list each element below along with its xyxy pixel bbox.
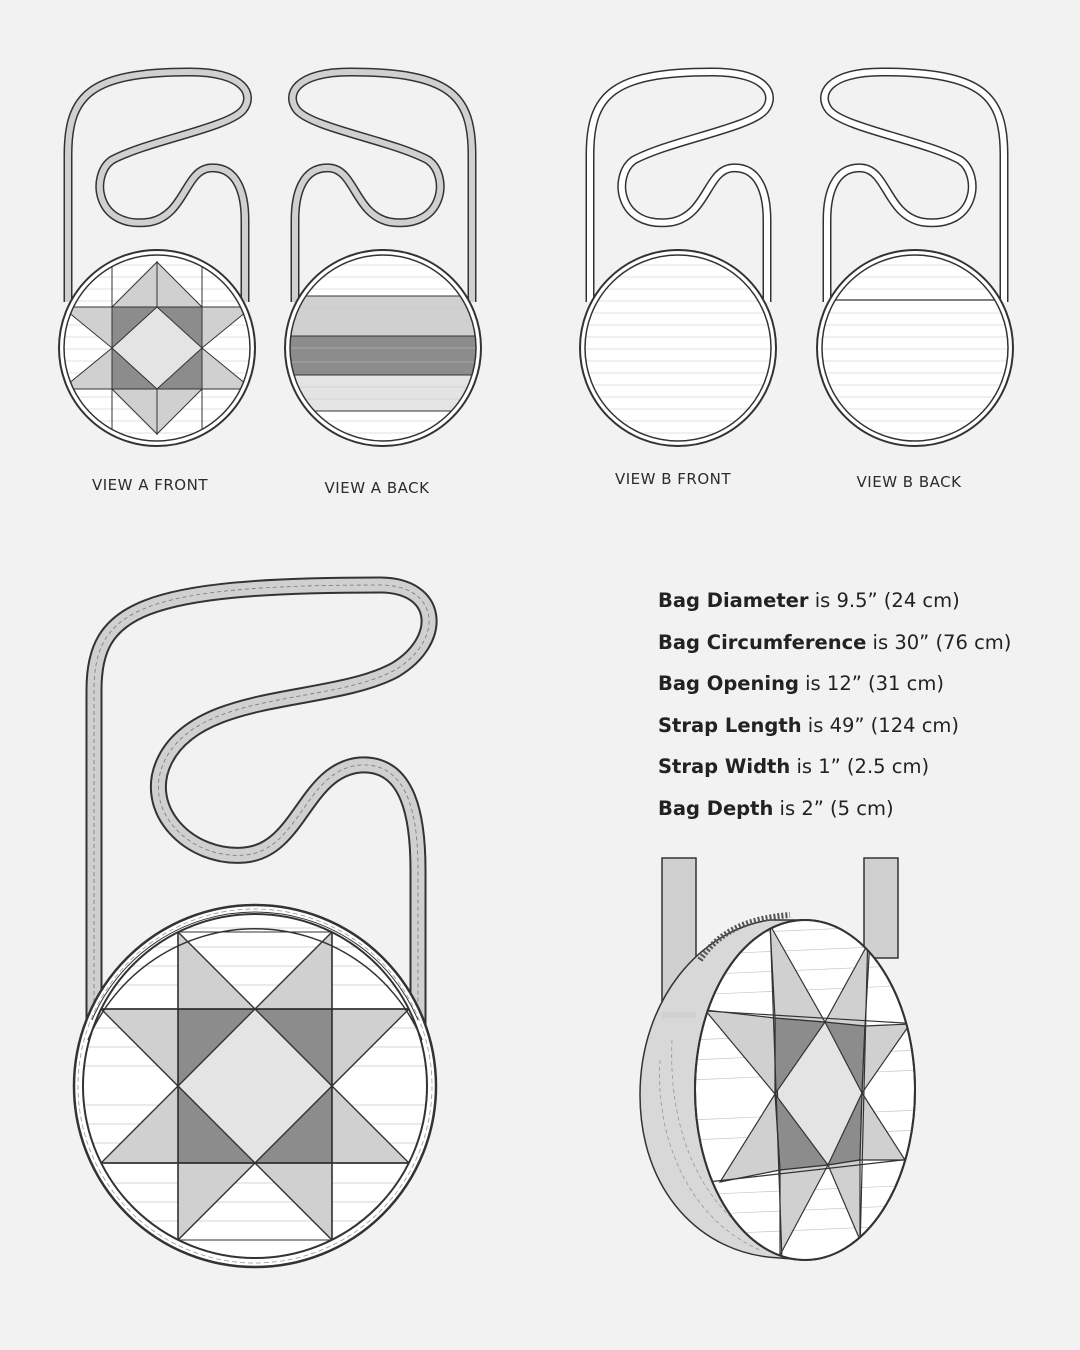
spec-name: Strap Width — [658, 755, 791, 779]
spec-value: is 30” (76 cm) — [866, 630, 1012, 654]
spec-bag-depth — [658, 794, 1078, 836]
spec-bag-opening — [658, 669, 1078, 711]
spec-name: Bag Diameter — [658, 589, 809, 612]
bag-specifications — [658, 586, 1078, 836]
spec-bag-circumference — [658, 628, 1078, 670]
spec-name: Bag Circumference — [658, 630, 867, 654]
large-front-drawing — [74, 585, 436, 1270]
three-quarter-view-drawing — [640, 858, 920, 1260]
view-b-front-drawing — [575, 72, 780, 446]
spec-value: is 49” (124 cm) — [801, 713, 960, 737]
view-b-back-drawing — [810, 72, 1020, 446]
spec-strap-length — [658, 711, 1078, 753]
view-a-front-label: VIEW A FRONT — [91, 476, 209, 494]
view-b-front-label: VIEW B FRONT — [614, 470, 732, 488]
spec-name: Bag Opening — [658, 672, 799, 696]
spec-name: Bag Depth — [658, 796, 774, 820]
spec-value: is 1” (2.5 cm) — [790, 755, 930, 779]
view-a-front-drawing — [55, 72, 260, 446]
view-a-back-drawing — [280, 72, 490, 446]
view-a-back-label: VIEW A BACK — [324, 479, 430, 497]
spec-value: is 9.5” (24 cm) — [808, 589, 960, 612]
spec-strap-width — [658, 752, 1078, 794]
spec-value: is 12” (31 cm) — [798, 672, 944, 696]
view-b-back-label: VIEW B BACK — [856, 473, 962, 491]
spec-bag-diameter — [658, 586, 1078, 628]
bag-body — [580, 250, 776, 446]
strap — [864, 858, 898, 958]
spec-name: Strap Length — [658, 713, 802, 737]
spec-value: is 2” (5 cm) — [773, 796, 894, 820]
bag-body — [817, 250, 1013, 446]
